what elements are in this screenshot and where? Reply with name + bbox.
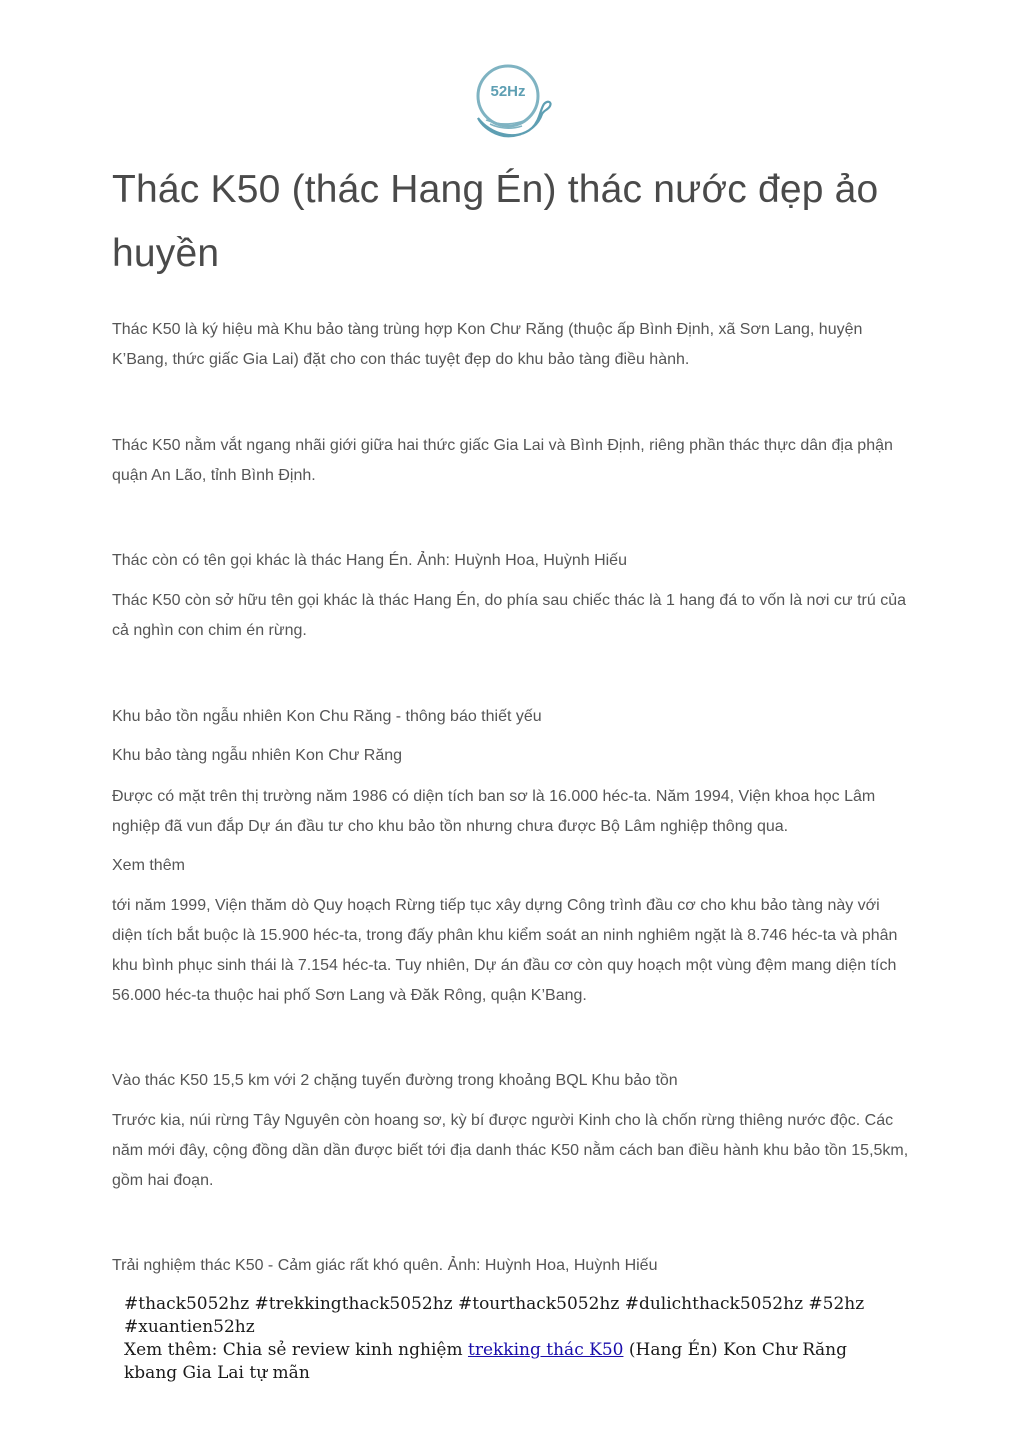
footer xyxy=(124,1293,904,1385)
paragraph-intro: Thác K50 là ký hiệu mà Khu bảo tàng trùng hợp Kon Chư Răng (thuộc ấp Bình Định, xã Sơn Lang, huyện K’Bang, thức giấc Gia Lai) đặt cho con thác tuyệt đẹp do khu bảo tàng điều hành. xyxy=(112,321,863,368)
see-more-line xyxy=(124,1339,904,1385)
section-heading: Khu bảo tồn ngẫu nhiên Kon Chu Răng - thông báo thiết yếu xyxy=(112,708,542,725)
paragraph-route: Trước kia, núi rừng Tây Nguyên còn hoang sơ, kỳ bí được người Kinh cho là chốn rừng thiêng nước độc. Các năm mới đây, cộng đồng dần dần được biết tới địa danh thác K50 nằm cách ban điều hành khu bảo tồn 15,5km, gồm hai đoạn. xyxy=(112,1112,909,1189)
logo-text: 52Hz xyxy=(490,83,526,100)
hashtags: #thack5052hz #trekkingthack5052hz #tourthack5052hz #dulichthack5052hz #52hz #xuantien52hz xyxy=(124,1294,865,1337)
paragraph-project: tới năm 1999, Viện thăm dò Quy hoạch Rừng tiếp tục xây dựng Công trình đầu cơ cho khu bảo tàng này với diện tích bắt buộc là 15.900 héc-ta, trong đấy phân khu kiểm soát an ninh nghiêm ngặt là 8.746 héc-ta và phân khu bình phục sinh thái là 7.154 héc-ta. Tuy nhiên, Dự án đầu cơ còn quy hoạch một vùng đệm mang diện tích 56.000 héc-ta thuộc hai phố Sơn Lang và Đăk Rông, quận K’Bang. xyxy=(112,897,898,1004)
trekking-link[interactable]: trekking thác K50 xyxy=(467,1340,624,1360)
see-more-text: Xem thêm xyxy=(112,857,185,874)
see-more-suffix: (Hang Én) Kon Chư Răng kbang Gia Lai tự mãn xyxy=(124,1340,847,1383)
page-title: Thác K50 (thác Hang Én) thác nước đẹp ảo huyền xyxy=(112,168,879,275)
paragraph-hang-en: Thác K50 còn sở hữu tên gọi khác là thác Hang Én, do phía sau chiếc thác là 1 hang đá to vốn là nơi cư trú của cả nghìn con chim én rừng. xyxy=(112,592,906,639)
brand-logo xyxy=(470,62,554,144)
section-heading: Vào thác K50 15,5 km với 2 chặng tuyến đường trong khoảng BQL Khu bảo tồn xyxy=(112,1072,678,1089)
section-subheading: Khu bảo tàng ngẫu nhiên Kon Chư Răng xyxy=(112,747,403,764)
paragraph-history: Được có mặt trên thị trường năm 1986 có diện tích ban sơ là 16.000 héc-ta. Năm 1994, Viện khoa học Lâm nghiệp đã vun đắp Dự án đầu tư cho khu bảo tồn nhưng chưa được Bộ Lâm nghiệp thông qua. xyxy=(112,788,876,835)
image-caption: Trải nghiệm thác K50 - Cảm giác rất khó quên. Ảnh: Huỳnh Hoa, Huỳnh Hiếu xyxy=(112,1257,658,1274)
image-caption: Thác còn có tên gọi khác là thác Hang Én. Ảnh: Huỳnh Hoa, Huỳnh Hiếu xyxy=(112,552,627,569)
paragraph-location: Thác K50 nằm vắt ngang nhãi giới giữa hai thức giấc Gia Lai và Bình Định, riêng phần thác thực dân địa phận quận An Lão, tỉnh Bình Định. xyxy=(112,437,893,484)
see-more-prefix: Xem thêm: Chia sẻ review kinh nghiệm xyxy=(124,1340,468,1360)
